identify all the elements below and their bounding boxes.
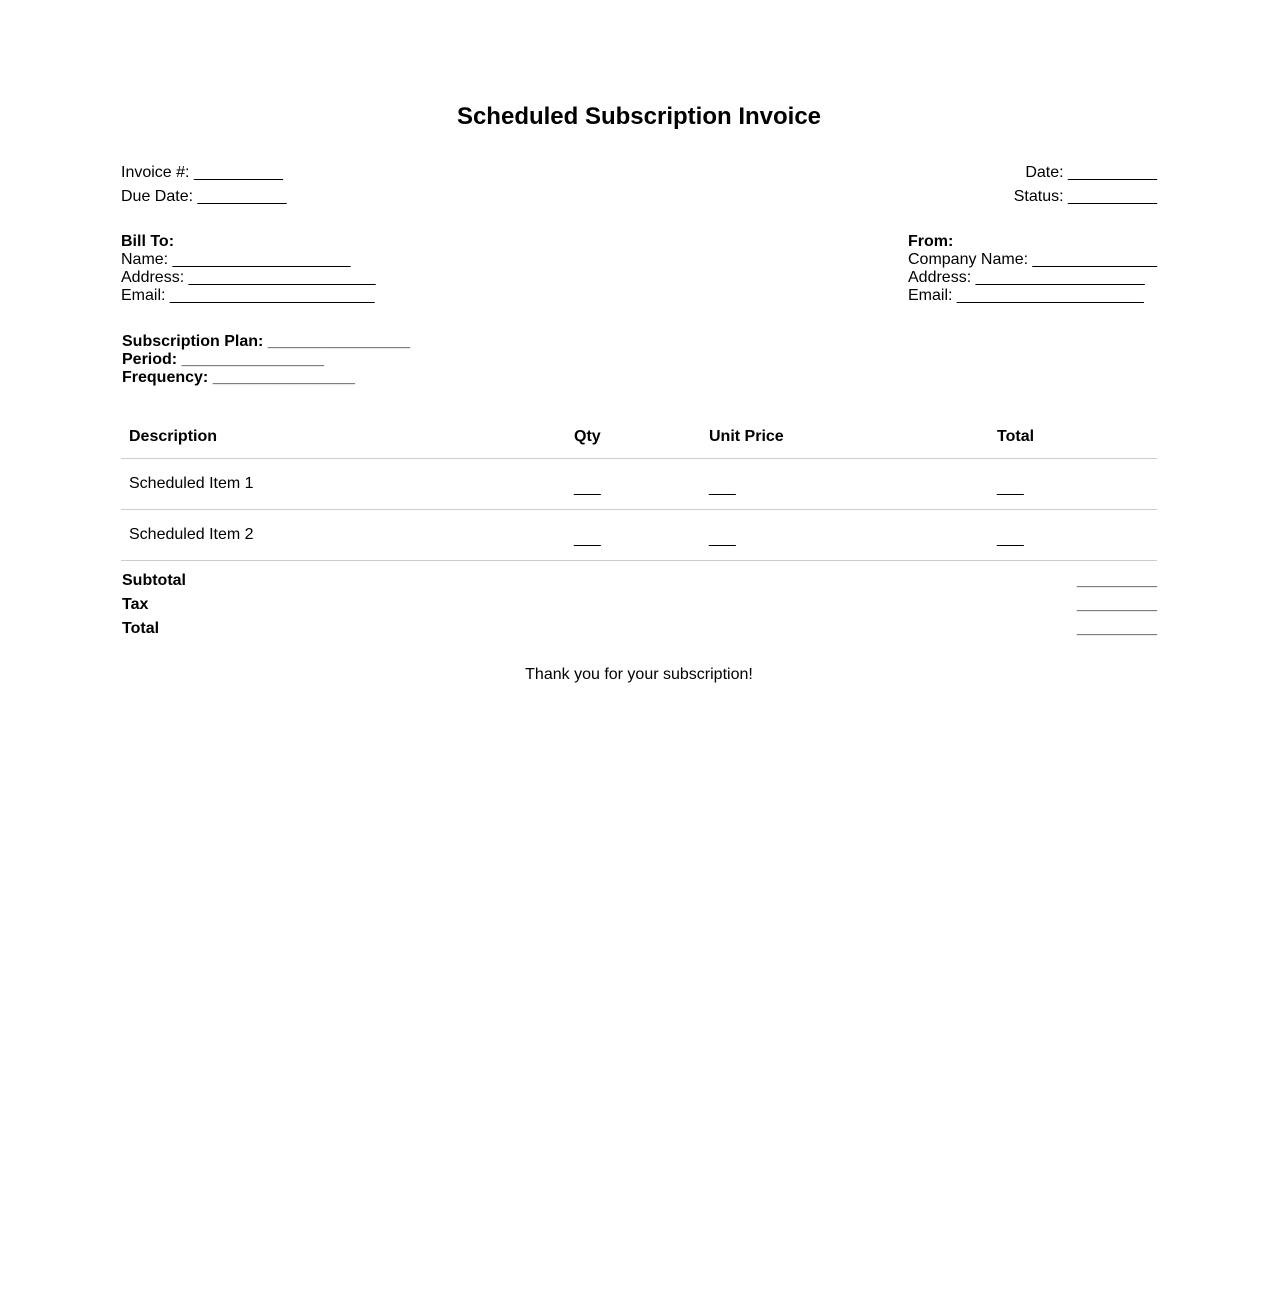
from-company-name-label: Company Name: bbox=[908, 251, 1029, 268]
due-date-label: Due Date: bbox=[121, 188, 194, 205]
invoice-number-label: Invoice #: bbox=[121, 164, 190, 181]
invoice-meta-left bbox=[121, 161, 286, 209]
bill-to-email-value: _______________________ bbox=[169, 287, 375, 304]
column-header-unit-price: Unit Price bbox=[701, 415, 989, 459]
bill-to-email-field bbox=[121, 287, 375, 305]
from-company-name-field bbox=[908, 251, 1157, 269]
bill-to-section bbox=[121, 233, 375, 305]
period-label: Period: bbox=[122, 351, 178, 368]
item-total: ___ bbox=[989, 510, 1157, 561]
bill-to-name-label: Name: bbox=[121, 251, 169, 268]
tax-row bbox=[122, 594, 1157, 618]
subscription-plan-label: Subscription Plan: bbox=[122, 333, 264, 350]
frequency-value: ________________ bbox=[212, 369, 356, 386]
invoice-number-value: __________ bbox=[193, 164, 283, 181]
from-address-field bbox=[908, 269, 1157, 287]
tax-value: _________ bbox=[1076, 596, 1157, 613]
bill-to-name-value: ____________________ bbox=[172, 251, 351, 268]
tax-label: Tax bbox=[122, 596, 149, 613]
subscription-section bbox=[122, 333, 410, 387]
thank-you-message: Thank you for your subscription! bbox=[525, 666, 753, 683]
bill-to-address-label: Address: bbox=[121, 269, 185, 286]
table-row bbox=[121, 510, 1157, 561]
bill-to-email-label: Email: bbox=[121, 287, 166, 304]
period-field bbox=[122, 351, 410, 369]
invoice-number-field bbox=[121, 161, 286, 185]
invoice-meta-right bbox=[1014, 161, 1157, 209]
item-qty: ___ bbox=[566, 459, 701, 510]
status-label: Status: bbox=[1013, 188, 1064, 205]
subtotal-label: Subtotal bbox=[122, 572, 186, 589]
total-value: _________ bbox=[1076, 620, 1157, 637]
total-label: Total bbox=[122, 620, 160, 637]
subscription-plan-field bbox=[122, 333, 410, 351]
date-value: __________ bbox=[1068, 164, 1157, 181]
line-items-table bbox=[121, 415, 1157, 561]
period-value: ________________ bbox=[181, 351, 324, 368]
item-description: Scheduled Item 2 bbox=[121, 510, 566, 561]
column-header-description: Description bbox=[121, 415, 566, 459]
total-row bbox=[122, 618, 1157, 642]
subtotal-value: _________ bbox=[1076, 572, 1157, 589]
from-address-label: Address: bbox=[908, 269, 972, 286]
date-label: Date: bbox=[1025, 164, 1064, 181]
item-unit-price: ___ bbox=[701, 459, 989, 510]
from-heading: From: bbox=[908, 233, 954, 250]
from-address-value: ___________________ bbox=[975, 269, 1145, 286]
date-field bbox=[1014, 161, 1157, 185]
frequency-field bbox=[122, 369, 410, 387]
from-email-label: Email: bbox=[908, 287, 953, 304]
due-date-value: __________ bbox=[197, 188, 287, 205]
item-qty: ___ bbox=[566, 510, 701, 561]
column-header-total: Total bbox=[989, 415, 1157, 459]
bill-to-heading: Bill To: bbox=[121, 233, 175, 250]
item-total: ___ bbox=[989, 459, 1157, 510]
from-email-field bbox=[908, 287, 1157, 305]
subtotal-row bbox=[122, 570, 1157, 594]
subscription-plan-value: ________________ bbox=[267, 333, 411, 350]
item-unit-price: ___ bbox=[701, 510, 989, 561]
bill-to-address-value: _____________________ bbox=[188, 269, 376, 286]
from-email-value: _____________________ bbox=[956, 287, 1144, 304]
from-company-name-value: ______________ bbox=[1032, 251, 1158, 268]
status-field bbox=[1014, 185, 1157, 209]
totals-summary bbox=[122, 570, 1157, 642]
bill-to-address-field bbox=[121, 269, 375, 287]
due-date-field bbox=[121, 185, 286, 209]
column-header-qty: Qty bbox=[566, 415, 701, 459]
table-row bbox=[121, 459, 1157, 510]
status-value: __________ bbox=[1068, 188, 1157, 205]
frequency-label: Frequency: bbox=[122, 369, 209, 386]
from-section bbox=[908, 233, 1157, 305]
item-description: Scheduled Item 1 bbox=[121, 459, 566, 510]
table-header-row bbox=[121, 415, 1157, 459]
bill-to-name-field bbox=[121, 251, 375, 269]
invoice-title: Scheduled Subscription Invoice bbox=[456, 103, 822, 130]
